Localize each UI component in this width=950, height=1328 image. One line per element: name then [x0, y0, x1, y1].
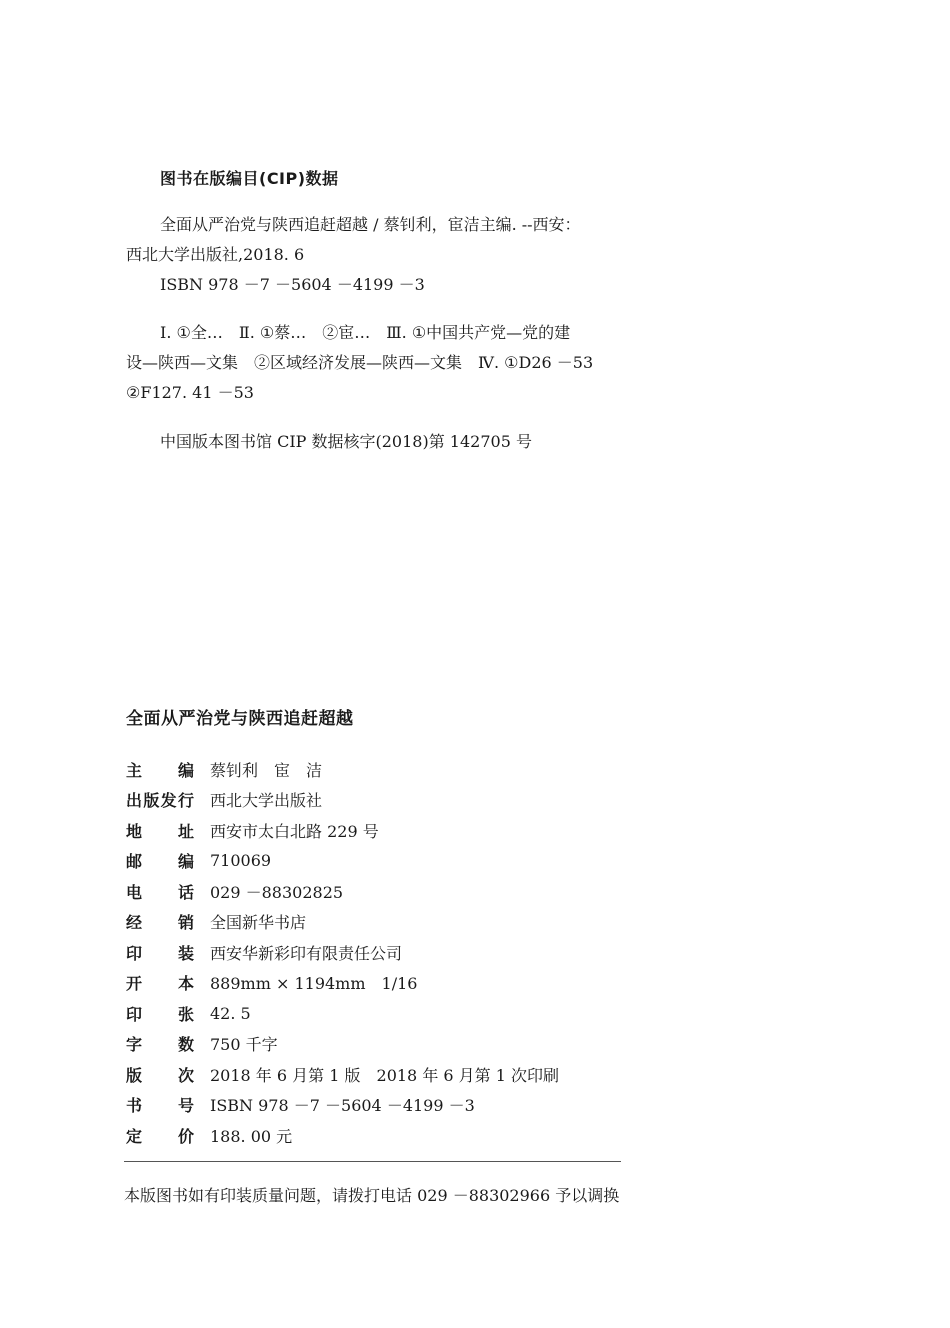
footer-note: 本版图书如有印装质量问题，请拨打电话 029 －88302966 予以调换: [124, 1186, 620, 1205]
detail-label-char: 书: [126, 1096, 143, 1116]
detail-label-char: 价: [177, 1126, 194, 1146]
detail-label: [126, 880, 194, 903]
detail-value: 蔡钊利 宦 洁: [210, 760, 323, 780]
detail-label-char: 装: [177, 943, 194, 963]
detail-row: [126, 968, 559, 999]
detail-row: [126, 1090, 559, 1121]
detail-value: 750 千字: [210, 1035, 278, 1055]
detail-value: 029 －88302825: [210, 882, 344, 902]
cip-record-line: 中国版本图书馆 CIP 数据核字(2018)第 142705 号: [160, 432, 532, 451]
detail-label-char: 主: [126, 760, 143, 780]
detail-label-char: 邮: [126, 852, 143, 872]
detail-label-char: 版: [126, 1065, 143, 1085]
detail-label: [126, 819, 194, 842]
cip-entry-line2: 西北大学出版社,2018. 6: [126, 245, 305, 264]
detail-value: 42. 5: [210, 1003, 251, 1023]
detail-label: [126, 941, 194, 964]
detail-label: [126, 1063, 194, 1086]
cip-subjects: [126, 318, 636, 408]
detail-label-char: 印: [126, 1004, 143, 1024]
detail-row: [126, 876, 559, 907]
detail-row: [126, 815, 559, 846]
book-title: 全面从严治党与陕西追赶超越: [126, 709, 354, 729]
detail-value: 西安市太白北路 229 号: [210, 821, 379, 841]
cip-subject-line1: Ⅰ. ①全… Ⅱ. ①蔡… ②宦… Ⅲ. ①中国共产党—党的建: [160, 323, 571, 342]
cip-subject-line2: 设—陕西—文集 ②区域经济发展—陕西—文集 Ⅳ. ①D26 －53: [126, 353, 594, 372]
detail-label: [126, 1124, 194, 1147]
detail-value: ISBN 978 －7 －5604 －4199 －3: [210, 1096, 475, 1116]
detail-label-char: 字: [126, 1035, 143, 1055]
cip-subject-line3: ②F127. 41 －53: [126, 383, 254, 402]
divider: [124, 1161, 621, 1162]
detail-label-char: 定: [126, 1126, 143, 1146]
detail-label-char: 号: [177, 1096, 194, 1116]
cip-entry-line1: 全面从严治党与陕西追赶超越 / 蔡钊利，宦洁主编. --西安：: [160, 215, 581, 234]
detail-label: [126, 849, 194, 872]
cip-entry: [126, 210, 636, 300]
detail-value: 889mm × 1194mm 1/16: [210, 974, 418, 994]
detail-label-char: 行: [177, 791, 194, 811]
detail-row: [126, 998, 559, 1029]
detail-label: [126, 1032, 194, 1055]
detail-value: 西安华新彩印有限责任公司: [210, 943, 403, 963]
detail-row: [126, 1029, 559, 1060]
detail-label-char: 经: [126, 913, 143, 933]
detail-row: [126, 785, 559, 816]
cip-heading: 图书在版编目(CIP)数据: [160, 169, 339, 188]
detail-label-char: 销: [177, 913, 194, 933]
detail-label-char: 张: [177, 1004, 194, 1024]
cip-record: [126, 427, 636, 457]
detail-value: 710069: [210, 851, 272, 871]
detail-label-char: 编: [177, 760, 194, 780]
detail-label-char: 电: [126, 882, 143, 902]
detail-value: 全国新华书店: [210, 913, 307, 933]
detail-row: [126, 1059, 559, 1090]
detail-label-char: 出: [126, 791, 143, 811]
detail-label-char: 次: [177, 1065, 194, 1085]
detail-label-char: 地: [126, 821, 143, 841]
book-details-table: [126, 754, 559, 1151]
detail-label: [126, 971, 194, 994]
detail-label-char: 版: [143, 791, 160, 811]
detail-row: [126, 754, 559, 785]
detail-label-char: 印: [126, 943, 143, 963]
detail-value: 2018 年 6 月第 1 版 2018 年 6 月第 1 次印刷: [210, 1065, 560, 1085]
detail-label: [126, 910, 194, 933]
detail-label-char: 开: [126, 974, 143, 994]
detail-label-char: 址: [177, 821, 194, 841]
detail-row: [126, 846, 559, 877]
detail-row: [126, 937, 559, 968]
detail-value: 西北大学出版社: [210, 791, 323, 811]
detail-label: [126, 1002, 194, 1025]
detail-label-char: 编: [177, 852, 194, 872]
detail-label-char: 数: [177, 1035, 194, 1055]
detail-label: [126, 758, 194, 781]
detail-label-char: 话: [177, 882, 194, 902]
detail-row: [126, 907, 559, 938]
detail-label: [126, 1093, 194, 1116]
detail-label-char: 本: [177, 974, 194, 994]
detail-label: [126, 788, 194, 811]
cip-isbn: ISBN 978 －7 －5604 －4199 －3: [160, 275, 425, 294]
detail-row: [126, 1120, 559, 1151]
detail-value: 188. 00 元: [210, 1126, 293, 1146]
detail-label-char: 发: [160, 791, 177, 811]
